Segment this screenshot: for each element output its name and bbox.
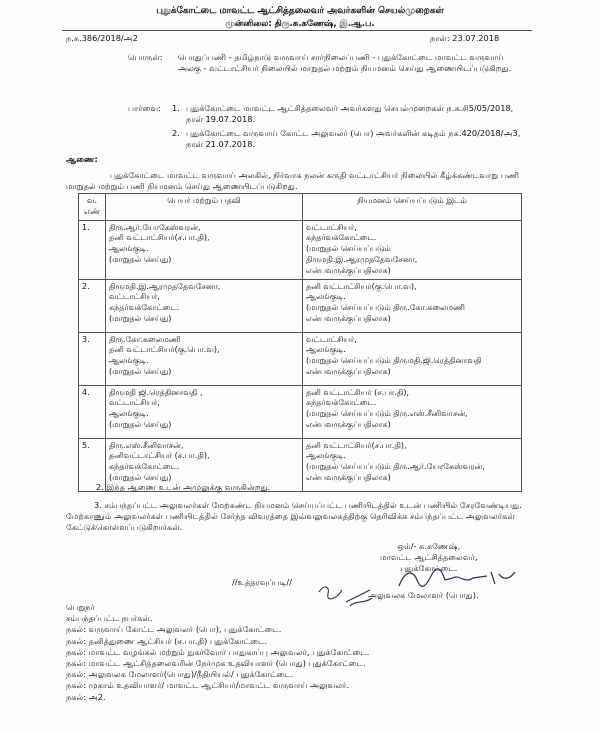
distribution-line: நகல்: தனித்துணை ஆட்சியர் (ச.பா.தி) புதுக்கோட்டை. — [66, 635, 268, 646]
row-name-post — [106, 385, 303, 438]
row-posting-place — [303, 220, 522, 279]
table-header-row — [79, 194, 522, 221]
office-heading: புதுக்கோட்டை மாவட்ட ஆட்சித்தலைவர் அவர்களின் செயல்முறைகள் — [156, 6, 444, 16]
row-posting-place — [303, 385, 522, 438]
row-name-post — [106, 279, 303, 332]
cell-line: திரு.எஸ்.சீனிவாசன், — [109, 440, 184, 450]
cell-line: என்பவருக்குப்பதிலாக) — [306, 265, 391, 275]
row-serial: 5. — [79, 438, 106, 491]
cell-line: என்பவருக்குப்பதிலாக) — [306, 366, 391, 376]
handwritten-signature — [395, 566, 525, 592]
order-title: ஆணை: — [66, 154, 98, 164]
signatory-place: புதுக்கோட்டை. — [400, 563, 458, 573]
cell-line: ஆலங்குடி. — [306, 292, 346, 302]
cell-line: என்பவருக்குப்பதிலாக) — [306, 419, 391, 429]
row-posting-place — [303, 279, 522, 332]
cell-line: (மாறுதல் செய்யப்படும் திரு.ஆர்.யோகேஸ்வரன், — [306, 462, 485, 472]
cell-line: ஆலங்குடி. — [109, 409, 149, 419]
distribution-line: நகல்: மாவட்ட ஆட்சித்தலைவரின் நேர்முக உதவியாளர் (பொது) புதுக்கோட்டை. — [66, 658, 366, 669]
distribution-line: பெறுநர் — [66, 602, 95, 612]
subject-text: பொதுப்பணி - தமிழ்நாடு வருவாய் சார்நிலைப்பணி - புதுக்கோட்டை மாவட்ட வருவாய் அலகு - வட்டாட்சியர் நிலையில் மாறுதல் மற்றும் நியமனம் செய்து ஆணையிடப்படுகிறது. — [178, 52, 512, 73]
row-serial: 1. — [79, 220, 106, 279]
cell-line: ஆலங்குடி. — [109, 244, 149, 254]
distribution-line: சம்பந்தப்பட்ட நபர்கள். — [66, 613, 153, 624]
reference-item-text: புதுக்கோட்டை வருவாய் கோட்ட அலுவலர் (பொ) அவர்களின் கடிதம் நக.420/2018/அ3, நாள் 21.07.2018. — [186, 128, 521, 149]
cell-line: என்பவருக்குப்பதிலாக) — [306, 472, 391, 482]
transfer-table — [78, 193, 522, 492]
reference-item — [172, 128, 526, 150]
cell-line: திருமதி ஜி.ரெத்தினாவதி , — [109, 387, 203, 397]
cell-line: என்பவருக்குப்பதிலாக) — [306, 313, 391, 323]
signatory-name: ஒம்/- சு.கணேஷ், — [397, 541, 461, 551]
cell-line: (மாறுதல் செய்யப்படும் திருமதி.ஜி.ரெத்தினாவதி — [306, 356, 482, 366]
col-header-posting-place: நியமனம் செய்யப்படும் இடம் — [303, 194, 522, 221]
cell-line: ஆலங்குடி. — [306, 451, 346, 461]
distribution-line: நகல்: வருவாய் கோட்ட அலுவலர் (பொ), புதுக்கோட்டை. — [66, 624, 282, 635]
presence-line: முன்னிலை: திரு.சு.கணேஷ், இ.ஆ.ப. — [225, 19, 375, 29]
cell-line: திருமதி.இ.ஆரமுததேவசேனா, — [109, 281, 221, 291]
references-label: பார்வை: — [128, 103, 161, 113]
row-name-post — [106, 220, 303, 279]
reference-item — [172, 103, 526, 125]
reference-item-number: 2. — [172, 128, 180, 138]
cell-line: தனி வட்டாட்சியர் (ச.பா.தி), — [306, 387, 410, 397]
cell-line: திரு.ஆர்.யோகேஸ்வரன், — [109, 222, 201, 232]
distribution-line: நகல்: அ2. — [66, 691, 106, 702]
cell-line: வட்டாட்சியர், — [306, 222, 357, 232]
table-row — [79, 279, 522, 332]
distribution-list — [66, 602, 369, 703]
col-header-serial: வ. எண் — [79, 194, 106, 221]
reference-item-text: புதுக்கோட்டை மாவட்ட ஆட்சித்தலைவர் அவர்களது செயல்முறைகள் ந.க.சி5/05/2018, நாள் 19.07.2018. — [186, 103, 514, 124]
row-posting-place — [303, 332, 522, 385]
distribution-line: நகல்: முகாம் உதவியாளர்/ மாவட்ட ஆட்சியர்/மாவட்ட வருவாய் அலுவலர். — [66, 680, 350, 691]
order-date: நாள்: 23.07.2018 — [430, 33, 500, 43]
table-row — [79, 332, 522, 385]
row-posting-place — [303, 438, 522, 491]
cell-line: வட்டாட்சியர், — [306, 334, 357, 344]
cell-line: வட்டாட்சியர், — [109, 398, 160, 408]
cell-line: (மாறுதல் செய்யப்படும் திரு.கோ.கலைமணி — [306, 303, 465, 313]
cell-line: (மாறுதல் செய்யப்படும் — [306, 244, 391, 254]
subject-label: பொருள்: — [128, 52, 163, 62]
cell-line: தனி வட்டாட்சியர்(கு.பொ.வ), — [109, 345, 220, 355]
signatory-title: அலுவலக மேலாளர் (பொது). — [368, 590, 479, 600]
cell-line: திருமதி.இ.ஆரமுததேவசேனா, — [306, 254, 418, 264]
table-row — [79, 220, 522, 279]
cell-line: ஆலங்குடி. — [306, 345, 346, 355]
table-row — [79, 385, 522, 438]
cell-line: தனிவட்டாட்சியர் (ச.பா.தி), — [109, 451, 210, 461]
col-header-name-post: பெயர் மற்றும் பதவி — [106, 194, 303, 221]
row-serial: 4. — [79, 385, 106, 438]
distribution-line: நகல்: அலுவலக மேலாளர்(பொது)/நீதியியல்/ புதுக்கோட்டை. — [66, 669, 294, 680]
signatory-designation: மாவட்ட ஆட்சித்தலைவர், — [380, 552, 478, 562]
distribution-line: நகல்: மாவட்ட வழங்கல் மற்றும் நுகர்வோர் பாதுகாப்பு அலுவலர், புதுக்கோட்டை. — [66, 646, 370, 657]
order-paragraph: புதுக்கோட்டை மாவட்ட வருவாய் அலகில், நிர்வாக நலன் கருதி வட்டாட்சியர் நிலையில் கீழ்க்கண்டவாறு பணி மாறுதல் மற்றும் பணி நியமனம் செய்து ஆணையிடப்படுகிறது. — [66, 170, 520, 191]
cell-line: தனி வட்டாட்சியர்(ச.பா.தி), — [109, 233, 210, 243]
row-serial: 2. — [79, 279, 106, 332]
reference-item-number: 1. — [172, 103, 180, 113]
cell-line: திரு.கோ.கலைமணி — [109, 334, 181, 344]
cell-line: கந்தர்வக்கோட்டை. — [306, 398, 377, 408]
cell-line: (மாறுதல் செய்து) — [109, 313, 172, 323]
cell-line: (மாறுதல் செய்யப்படும் திரு.எஸ்.சீனிவாசன், — [306, 409, 468, 419]
by-order-line: //உத்தரவுப்படி// — [232, 577, 292, 587]
references-list — [172, 103, 526, 153]
cell-line: வட்டாட்சியர், — [109, 292, 160, 302]
note-effective: 2. இந்த ஆணை உடன் அமுலுக்கு வருகின்றது. — [96, 482, 271, 492]
reference-number: ந.க.386/2018/அ2 — [66, 33, 138, 43]
row-serial: 3. — [79, 332, 106, 385]
cell-line: (மாறுதல் செய்து) — [109, 366, 172, 376]
note-joining: 3. சம்பந்தப்பட்ட அலுவலர்கள் மேற்கண்ட நியமனம் செய்யப்பட்ட பணியிடத்தில் உடன் பணியில் சேரவேண்டியது. மேற்காணும் அலுவலர்கள் பணியிடத்தில் சேர்ந்த விவரத்தை இவ்வலுவலகத்திற்கு தெரிவிக்க சம்பந்தப்பட்ட அலுவலர்கள் கேட்டுக்கொள்ளப்படுகிறார்கள். — [66, 500, 522, 532]
header-divider — [62, 30, 532, 31]
cell-line: கந்தர்வக்கோட்டை. — [109, 462, 180, 472]
cell-line: (மாறுதல் செய்து) — [109, 472, 172, 482]
cell-line: (மாறுதல் செய்து) — [109, 254, 172, 264]
row-name-post — [106, 332, 303, 385]
cell-line: (மாறுதல் செய்து) — [109, 419, 172, 429]
cell-line: கந்தர்வக்கோட்டை. — [109, 303, 180, 313]
cell-line: ஆலங்குடி. — [109, 356, 149, 366]
cell-line: தனி வட்டாட்சியர்(கு.பொ.வ), — [306, 281, 417, 291]
cell-line: தனி வட்டாட்சியர்(ச.பா.தி), — [306, 440, 407, 450]
cell-line: கந்தர்வக்கோட்டை. — [306, 233, 377, 243]
